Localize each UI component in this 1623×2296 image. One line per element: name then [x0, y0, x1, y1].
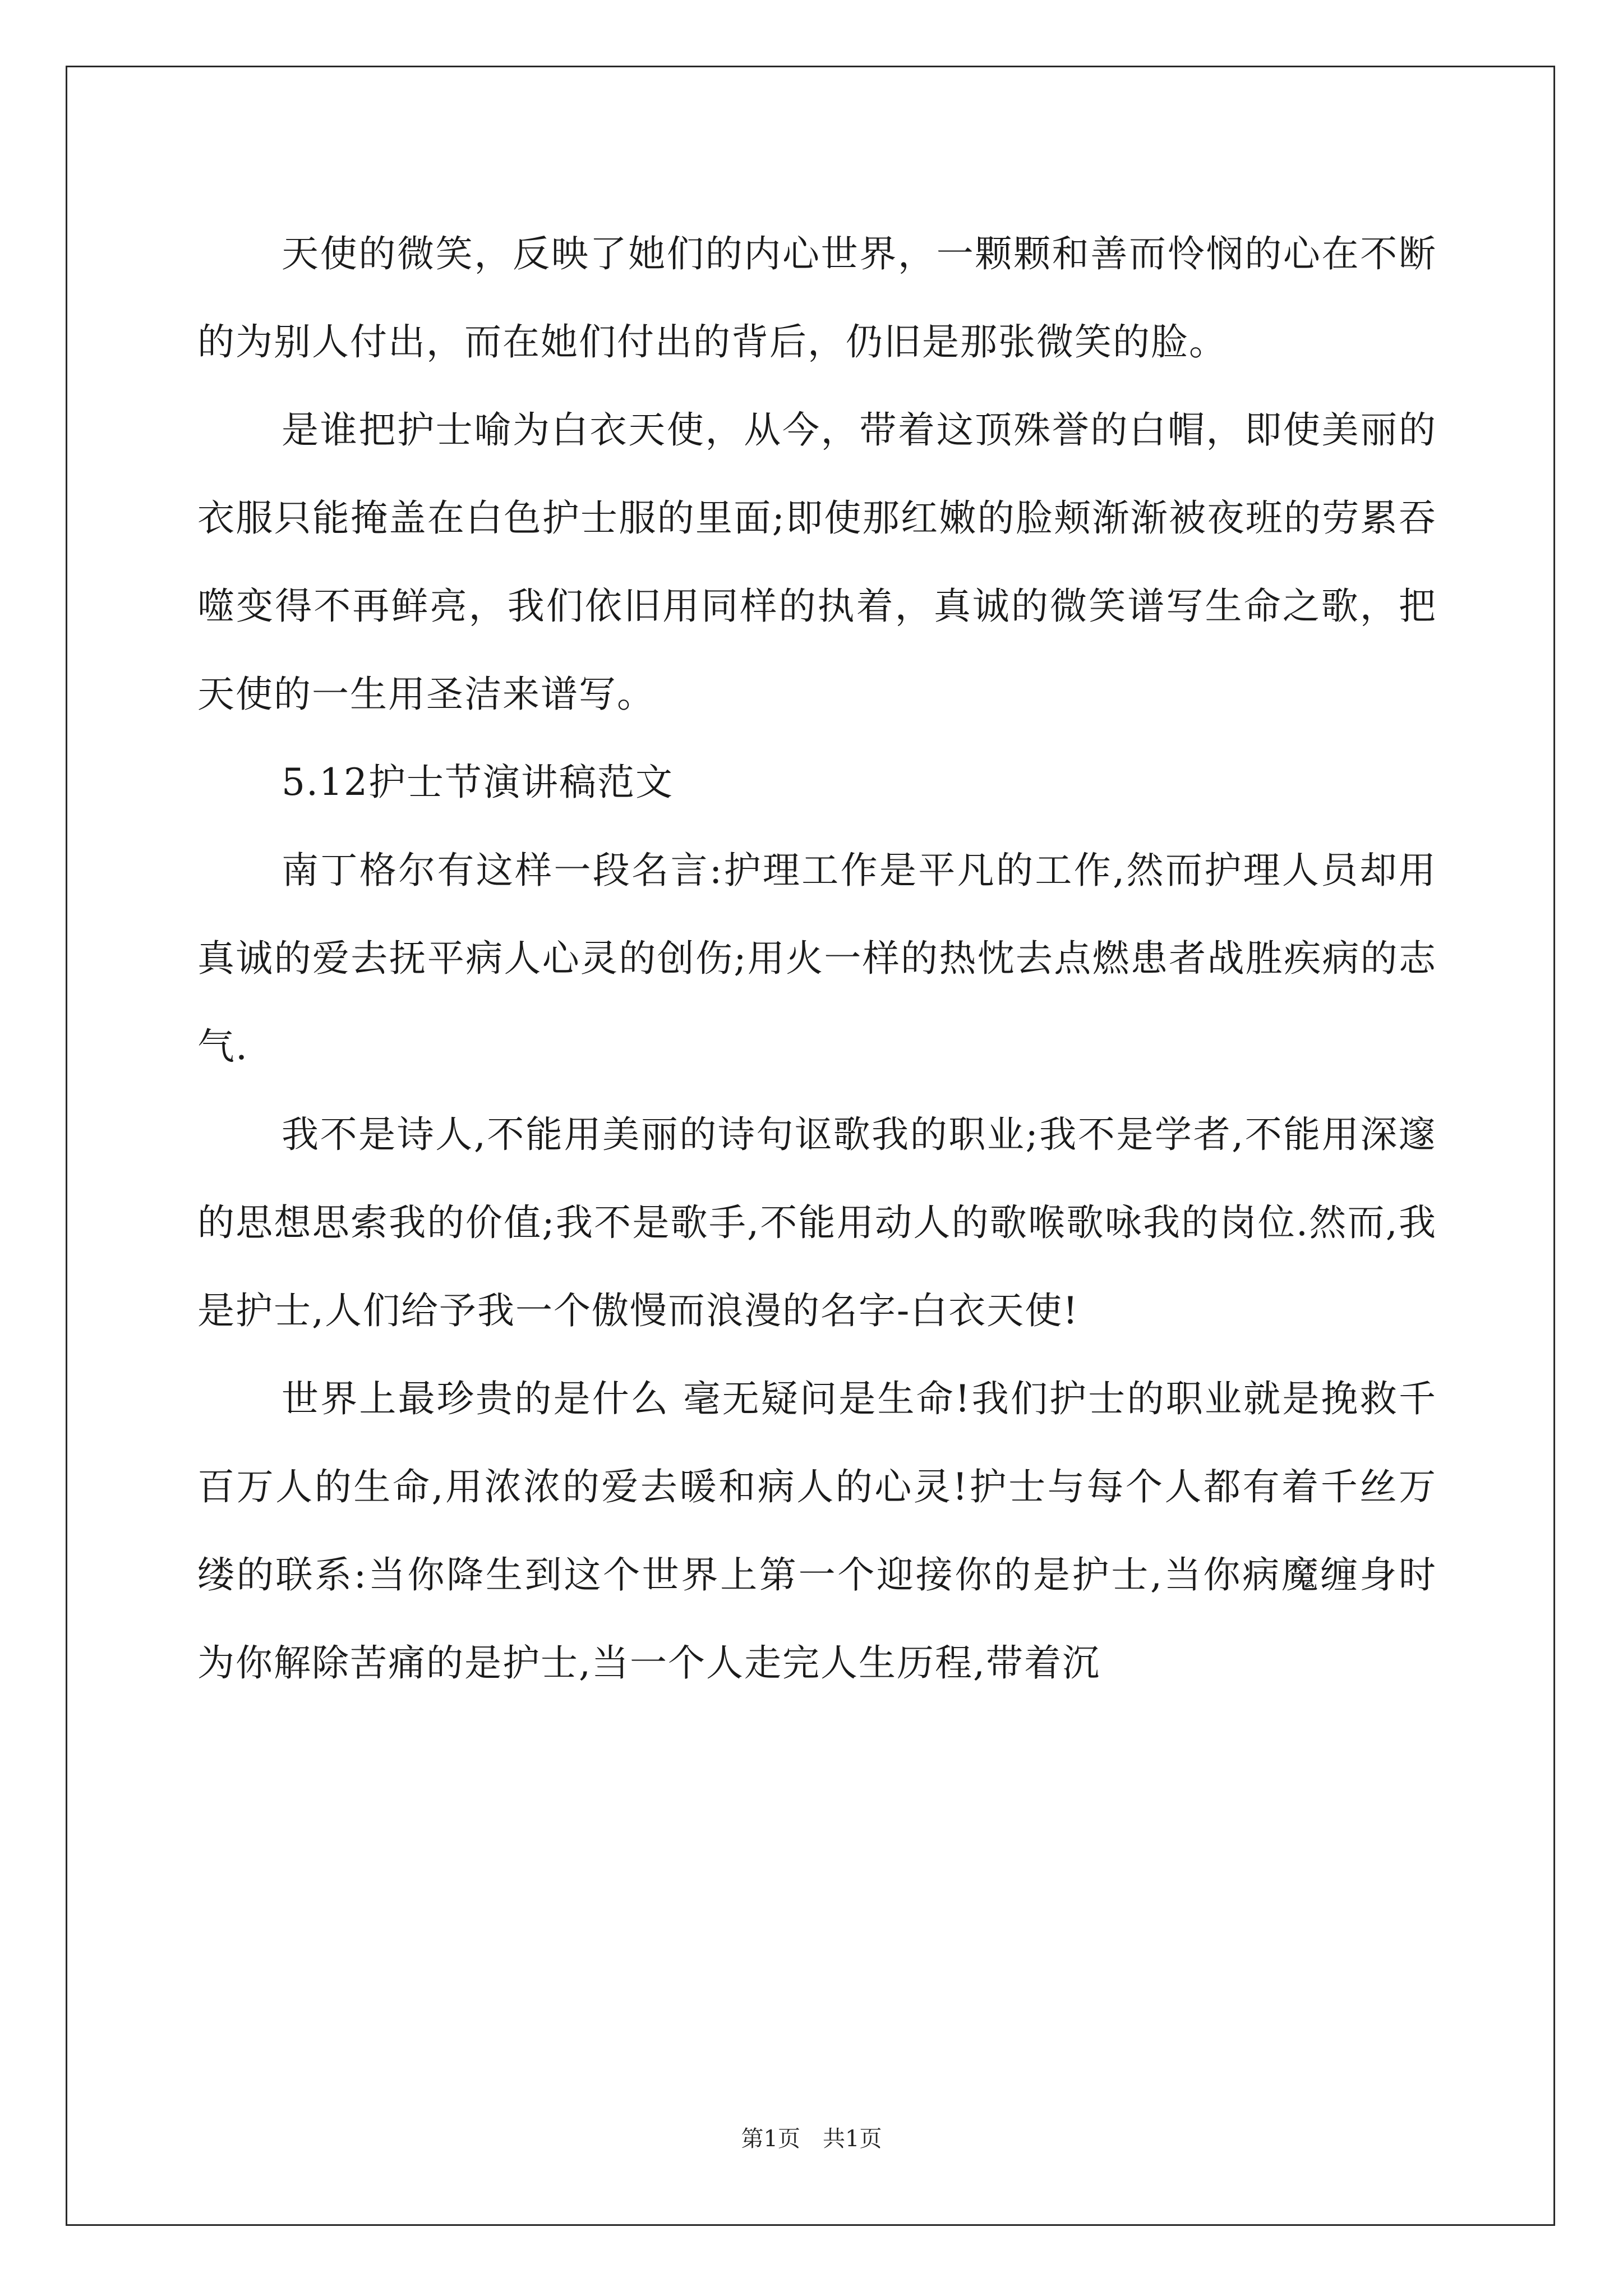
paragraph-nightingale-quote: 南丁格尔有这样一段名言:护理工作是平凡的工作,然而护理人员却用真诚的爱去抚平病人心灵的创伤;用火一样的热忱去点燃患者战胜疾病的志气.: [197, 849, 1437, 1068]
paragraph-not-poet: 我不是诗人,不能用美丽的诗句讴歌我的职业;我不是学者,不能用深邃的思想思索我的价值;我不是歌手,不能用动人的歌喉歌咏我的岗位.然而,我是护士,人们给予我一个傲慢而浪漫的名字-白衣天使!: [197, 1113, 1437, 1332]
paragraph-angel-smile: 天使的微笑，反映了她们的内心世界，一颗颗和善而怜悯的心在不断的为别人付出，而在她们付出的背后，仍旧是那张微笑的脸。: [197, 232, 1437, 364]
paragraph-precious-life: 世界上最珍贵的是什么 毫无疑问是生命!我们护士的职业就是挽救千百万人的生命,用浓浓的爱去暖和病人的心灵!护士与每个人都有着千丝万缕的联系:当你降生到这个世界上第一个迎接你的是护士,当你病魔缠身时为你解除苦痛的是护士,当一个人走完人生历程,带着沉: [197, 1377, 1437, 1685]
paragraph-white-angel: 是谁把护士喻为白衣天使，从今，带着这顶殊誉的白帽，即使美丽的衣服只能掩盖在白色护士服的里面;即使那红嫩的脸颊渐渐被夜班的劳累吞噬变得不再鲜亮，我们依旧用同样的执着，真诚的微笑谱写生命之歌，把天使的一生用圣洁来谱写。: [197, 408, 1437, 716]
document-body: [197, 210, 1437, 1707]
page-footer: 第1页 共1页: [741, 2126, 882, 2152]
section-heading: 5.12护士节演讲稿范文: [282, 761, 674, 804]
